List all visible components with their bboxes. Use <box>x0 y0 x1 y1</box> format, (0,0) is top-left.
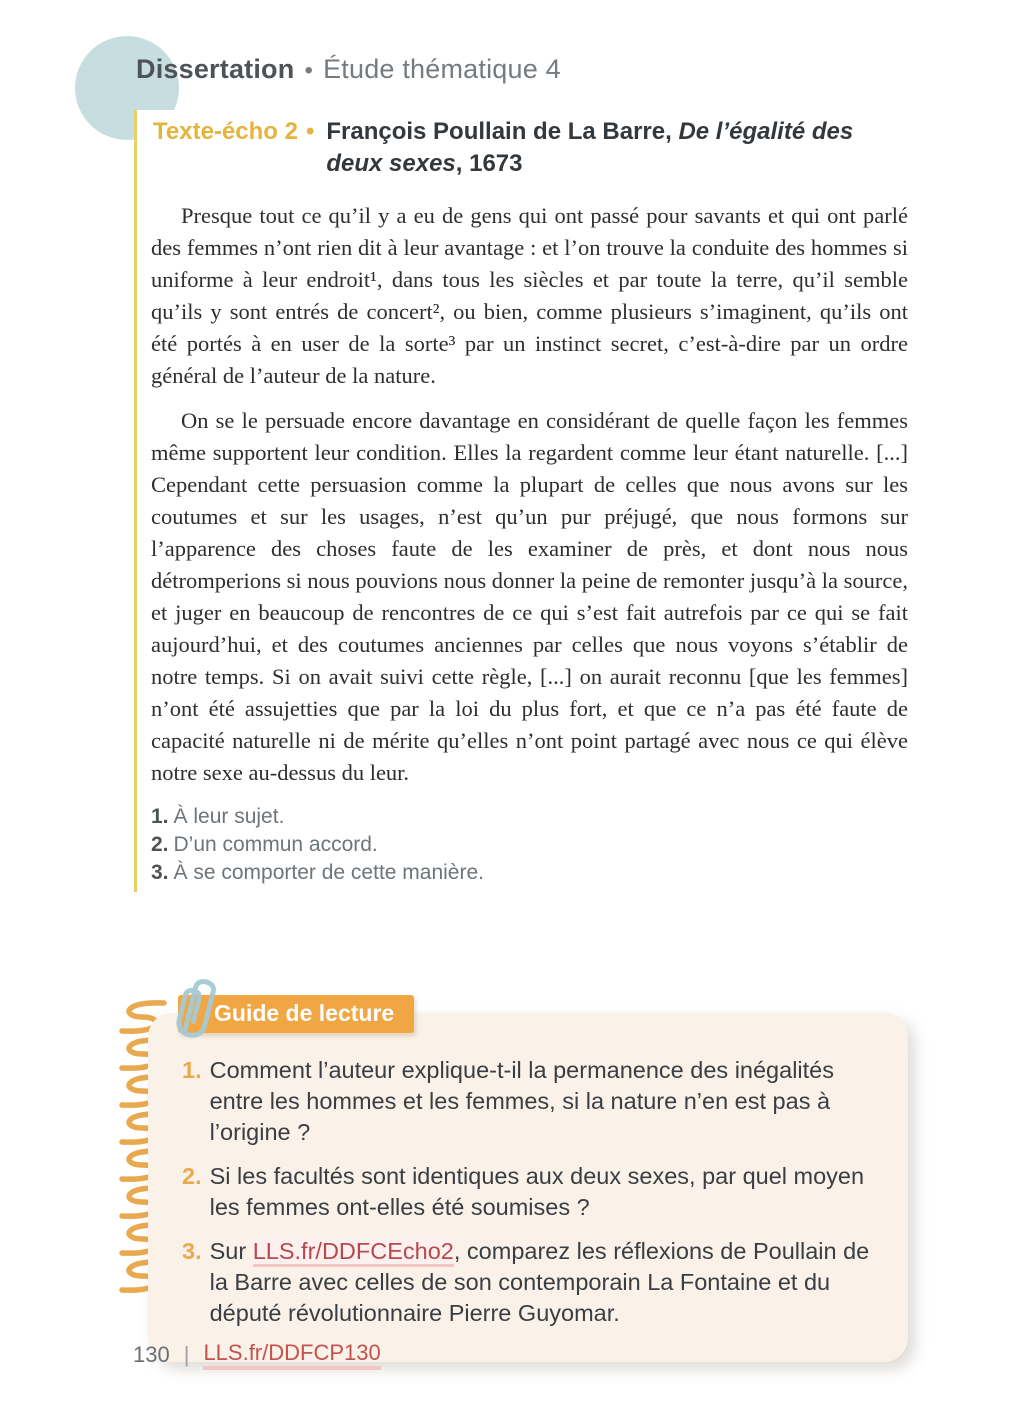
question-text <box>210 1236 882 1329</box>
texte-echo-block <box>134 110 912 892</box>
texte-echo-label-text: Texte-écho 2 <box>153 118 298 145</box>
header-subsection: Étude thématique 4 <box>323 54 561 84</box>
header-separator: • <box>304 57 314 84</box>
guide-title: Guide de lecture <box>214 1000 395 1026</box>
question-number: 3. <box>182 1238 202 1264</box>
footer-divider: | <box>183 1342 190 1367</box>
texte-echo-bullet: • <box>305 118 315 145</box>
guide-question-3 <box>182 1236 882 1329</box>
header-section: Dissertation <box>136 54 295 84</box>
question-number: 1. <box>182 1057 202 1083</box>
texte-echo-heading <box>153 116 912 180</box>
footnote-text: À leur sujet. <box>173 805 285 828</box>
lls-echo-link[interactable]: LLS.fr/DDFCEcho2 <box>253 1238 454 1267</box>
texte-echo-label <box>153 116 314 147</box>
source-work: De l’égalité des deux sexes <box>326 118 854 177</box>
guide-question-2 <box>182 1161 882 1223</box>
guide-question-1 <box>182 1055 882 1148</box>
guide-box <box>148 1013 908 1362</box>
question-text-before: Sur <box>209 1238 253 1264</box>
footnote-number: 1. <box>151 805 169 828</box>
footnotes <box>151 803 912 887</box>
source-date: , 1673 <box>455 150 523 177</box>
source-title <box>326 116 906 180</box>
reading-text <box>151 200 908 789</box>
footnote <box>151 859 912 887</box>
footnote <box>151 831 912 859</box>
footer-link[interactable]: LLS.fr/DDFCP130 <box>203 1340 380 1370</box>
question-text-after: , comparez les réflexions de Poullain de la Barre avec celles de son contemporain La Fontaine et du député révolutionnaire Pierre Guyomar. <box>209 1238 870 1326</box>
footnote-text: D’un commun accord. <box>173 833 378 856</box>
paragraph-2: On se le persuade encore davantage en considérant de quelle façon les femmes même supportent leur condition. Elles la regardent comme leur étant naturelle. [...] Cependant cette persuasion comme la plupart de celles que nous avons sur les coutumes et sur les usages, n’est qu’un pur préjugé, que nous formons sur l’apparence des choses faute de les examiner de près, et dont nous nous détromperions si nous pouvions nous donner la peine de remonter jusqu’à la source, et juger en beaucoup de rencontres de ce qui s’est fait autrefois par ce qui se fait aujourd’hui, et des coutumes anciennes par celles que nous voyons s’établir de notre temps. Si on avait suivi cette règle, [...] on aurait reconnu [que les femmes] n’ont été assujetties que par la loi du plus fort, et que ce n’a pas été faute de capacité naturelle ni de mérite qu’elles n’ont point partagé avec nous ce qui élève notre sexe au-dessus du leur. <box>151 408 908 785</box>
question-text: Comment l’auteur explique-t-il la permanence des inégalités entre les hommes et les femmes, si la nature n’en est pas à l’origine ? <box>209 1057 834 1145</box>
footnote <box>151 803 912 831</box>
page-number: 130 <box>133 1342 170 1367</box>
question-number: 2. <box>182 1163 202 1189</box>
source-author: François Poullain de La Barre, <box>326 118 679 145</box>
page-footer <box>133 1340 381 1370</box>
footnote-number: 2. <box>151 833 169 856</box>
footnote-number: 3. <box>151 861 169 884</box>
question-text: Si les facultés sont identiques aux deux sexes, par quel moyen les femmes ont-elles été soumises ? <box>209 1163 865 1220</box>
paragraph-1: Presque tout ce qu’il y a eu de gens qui ont passé pour savants et qui ont parlé des femmes n’ont rien dit à leur avantage : et l’on trouve la conduite des hommes si uniforme à leur endroit¹, dans tous les siècles et par toute la terre, qu’il semble qu’ils y sont entrés de concert², ou bien, comme plusieurs s’imaginent, qu’ils ont été portés à en user de la sorte³ par un instinct secret, c’est-à-dire par un ordre général de l’auteur de la nature. <box>151 203 908 388</box>
page-header <box>136 54 561 85</box>
footnote-text: À se comporter de cette manière. <box>173 861 484 884</box>
